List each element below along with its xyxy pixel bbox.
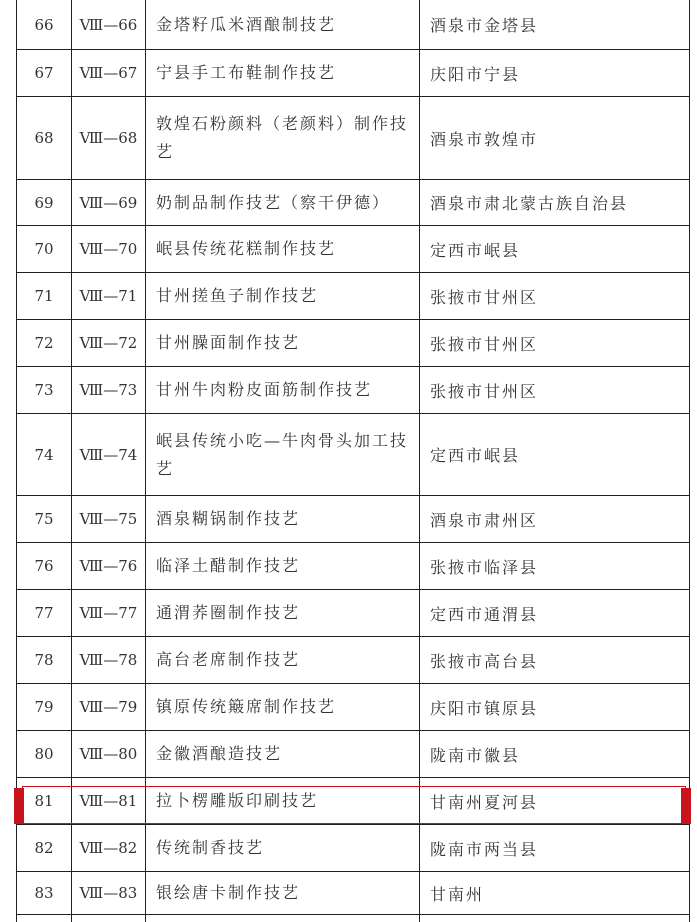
row-code: Ⅷ—82 [72,825,146,871]
row-item-name: 拉卜楞雕版印刷技艺 [146,778,420,824]
table-row [16,496,690,543]
row-location: 甘南州 [420,872,690,914]
row-item-name: 临泽土醋制作技艺 [146,543,420,589]
table-row [16,825,690,872]
table-row [16,731,690,778]
table-row-partial [16,915,690,922]
row-item-name: 甘州臊面制作技艺 [146,320,420,366]
row-item-name: 岷县传统花糕制作技艺 [146,226,420,272]
row-item-name: 甘州搓鱼子制作技艺 [146,273,420,319]
table-row [16,180,690,226]
row-item-name: 金徽酒酿造技艺 [146,731,420,777]
row-location: 张掖市甘州区 [420,273,690,319]
row-code: Ⅷ—70 [72,226,146,272]
row-code: Ⅷ—80 [72,731,146,777]
row-code: Ⅷ—77 [72,590,146,636]
row-location: 甘南州夏河县 [420,778,690,824]
row-number: 66 [16,0,72,49]
table-row [16,872,690,915]
row-number: 70 [16,226,72,272]
row-location: 酒泉市敦煌市 [420,97,690,179]
row-location: 酒泉市金塔县 [420,0,690,49]
row-item-name: 银绘唐卡制作技艺 [146,872,420,914]
row-code: Ⅷ—66 [72,0,146,49]
row-item-name: 宁县手工布鞋制作技艺 [146,50,420,96]
table-row [16,637,690,684]
highlight-marker-left [14,788,24,824]
table-row [16,273,690,320]
row-code: Ⅷ—73 [72,367,146,413]
row-number: 68 [16,97,72,179]
row-location: 定西市通渭县 [420,590,690,636]
row-location: 陇南市两当县 [420,825,690,871]
row-code: Ⅷ—75 [72,496,146,542]
row-code: Ⅷ—74 [72,414,146,495]
row-item-name: 酒泉糊锅制作技艺 [146,496,420,542]
row-item-name: 通渭荞圈制作技艺 [146,590,420,636]
table-row [16,0,690,50]
table-row [16,320,690,367]
row-item-name: 甘州牛肉粉皮面筋制作技艺 [146,367,420,413]
row-code: Ⅷ—72 [72,320,146,366]
row-location: 张掖市甘州区 [420,320,690,366]
row-item-name: 金塔籽瓜米酒酿制技艺 [146,0,420,49]
row-code: Ⅷ—81 [72,778,146,824]
row-number: 82 [16,825,72,871]
table-row [16,590,690,637]
row-number: 81 [16,778,72,824]
table-row [16,543,690,590]
row-code: Ⅷ—76 [72,543,146,589]
row-number: 80 [16,731,72,777]
row-location: 庆阳市镇原县 [420,684,690,730]
row-location: 定西市岷县 [420,414,690,495]
table-row [16,414,690,496]
row-number: 72 [16,320,72,366]
table-row [16,684,690,731]
row-number: 71 [16,273,72,319]
row-code: Ⅷ—67 [72,50,146,96]
row-number: 77 [16,590,72,636]
row-item-name: 高台老席制作技艺 [146,637,420,683]
row-number: 69 [16,180,72,225]
row-location: 张掖市甘州区 [420,367,690,413]
row-item-name: 镇原传统簸席制作技艺 [146,684,420,730]
row-item-name: 奶制品制作技艺（察干伊德） [146,180,420,225]
highlight-marker-right [681,788,691,824]
table-row-highlighted [16,778,690,825]
row-location: 张掖市高台县 [420,637,690,683]
row-number: 67 [16,50,72,96]
row-number: 73 [16,367,72,413]
row-code: Ⅷ—71 [72,273,146,319]
row-number: 75 [16,496,72,542]
row-location: 陇南市徽县 [420,731,690,777]
row-code: Ⅷ—69 [72,180,146,225]
row-code: Ⅷ—78 [72,637,146,683]
table-row [16,50,690,97]
row-number: 78 [16,637,72,683]
row-number: 83 [16,872,72,914]
row-location: 酒泉市肃州区 [420,496,690,542]
row-code: Ⅷ—68 [72,97,146,179]
row-number: 74 [16,414,72,495]
row-location: 酒泉市肃北蒙古族自治县 [420,180,690,225]
row-location: 庆阳市宁县 [420,50,690,96]
table-row [16,226,690,273]
row-number: 79 [16,684,72,730]
row-code: Ⅷ—83 [72,872,146,914]
table-row [16,367,690,414]
row-code: Ⅷ—79 [72,684,146,730]
row-item-name: 岷县传统小吃—牛肉骨头加工技艺 [146,414,420,495]
row-location: 张掖市临泽县 [420,543,690,589]
row-location: 定西市岷县 [420,226,690,272]
row-item-name: 传统制香技艺 [146,825,420,871]
row-number: 76 [16,543,72,589]
table-row [16,97,690,180]
row-item-name: 敦煌石粉颜料（老颜料）制作技艺 [146,97,420,179]
